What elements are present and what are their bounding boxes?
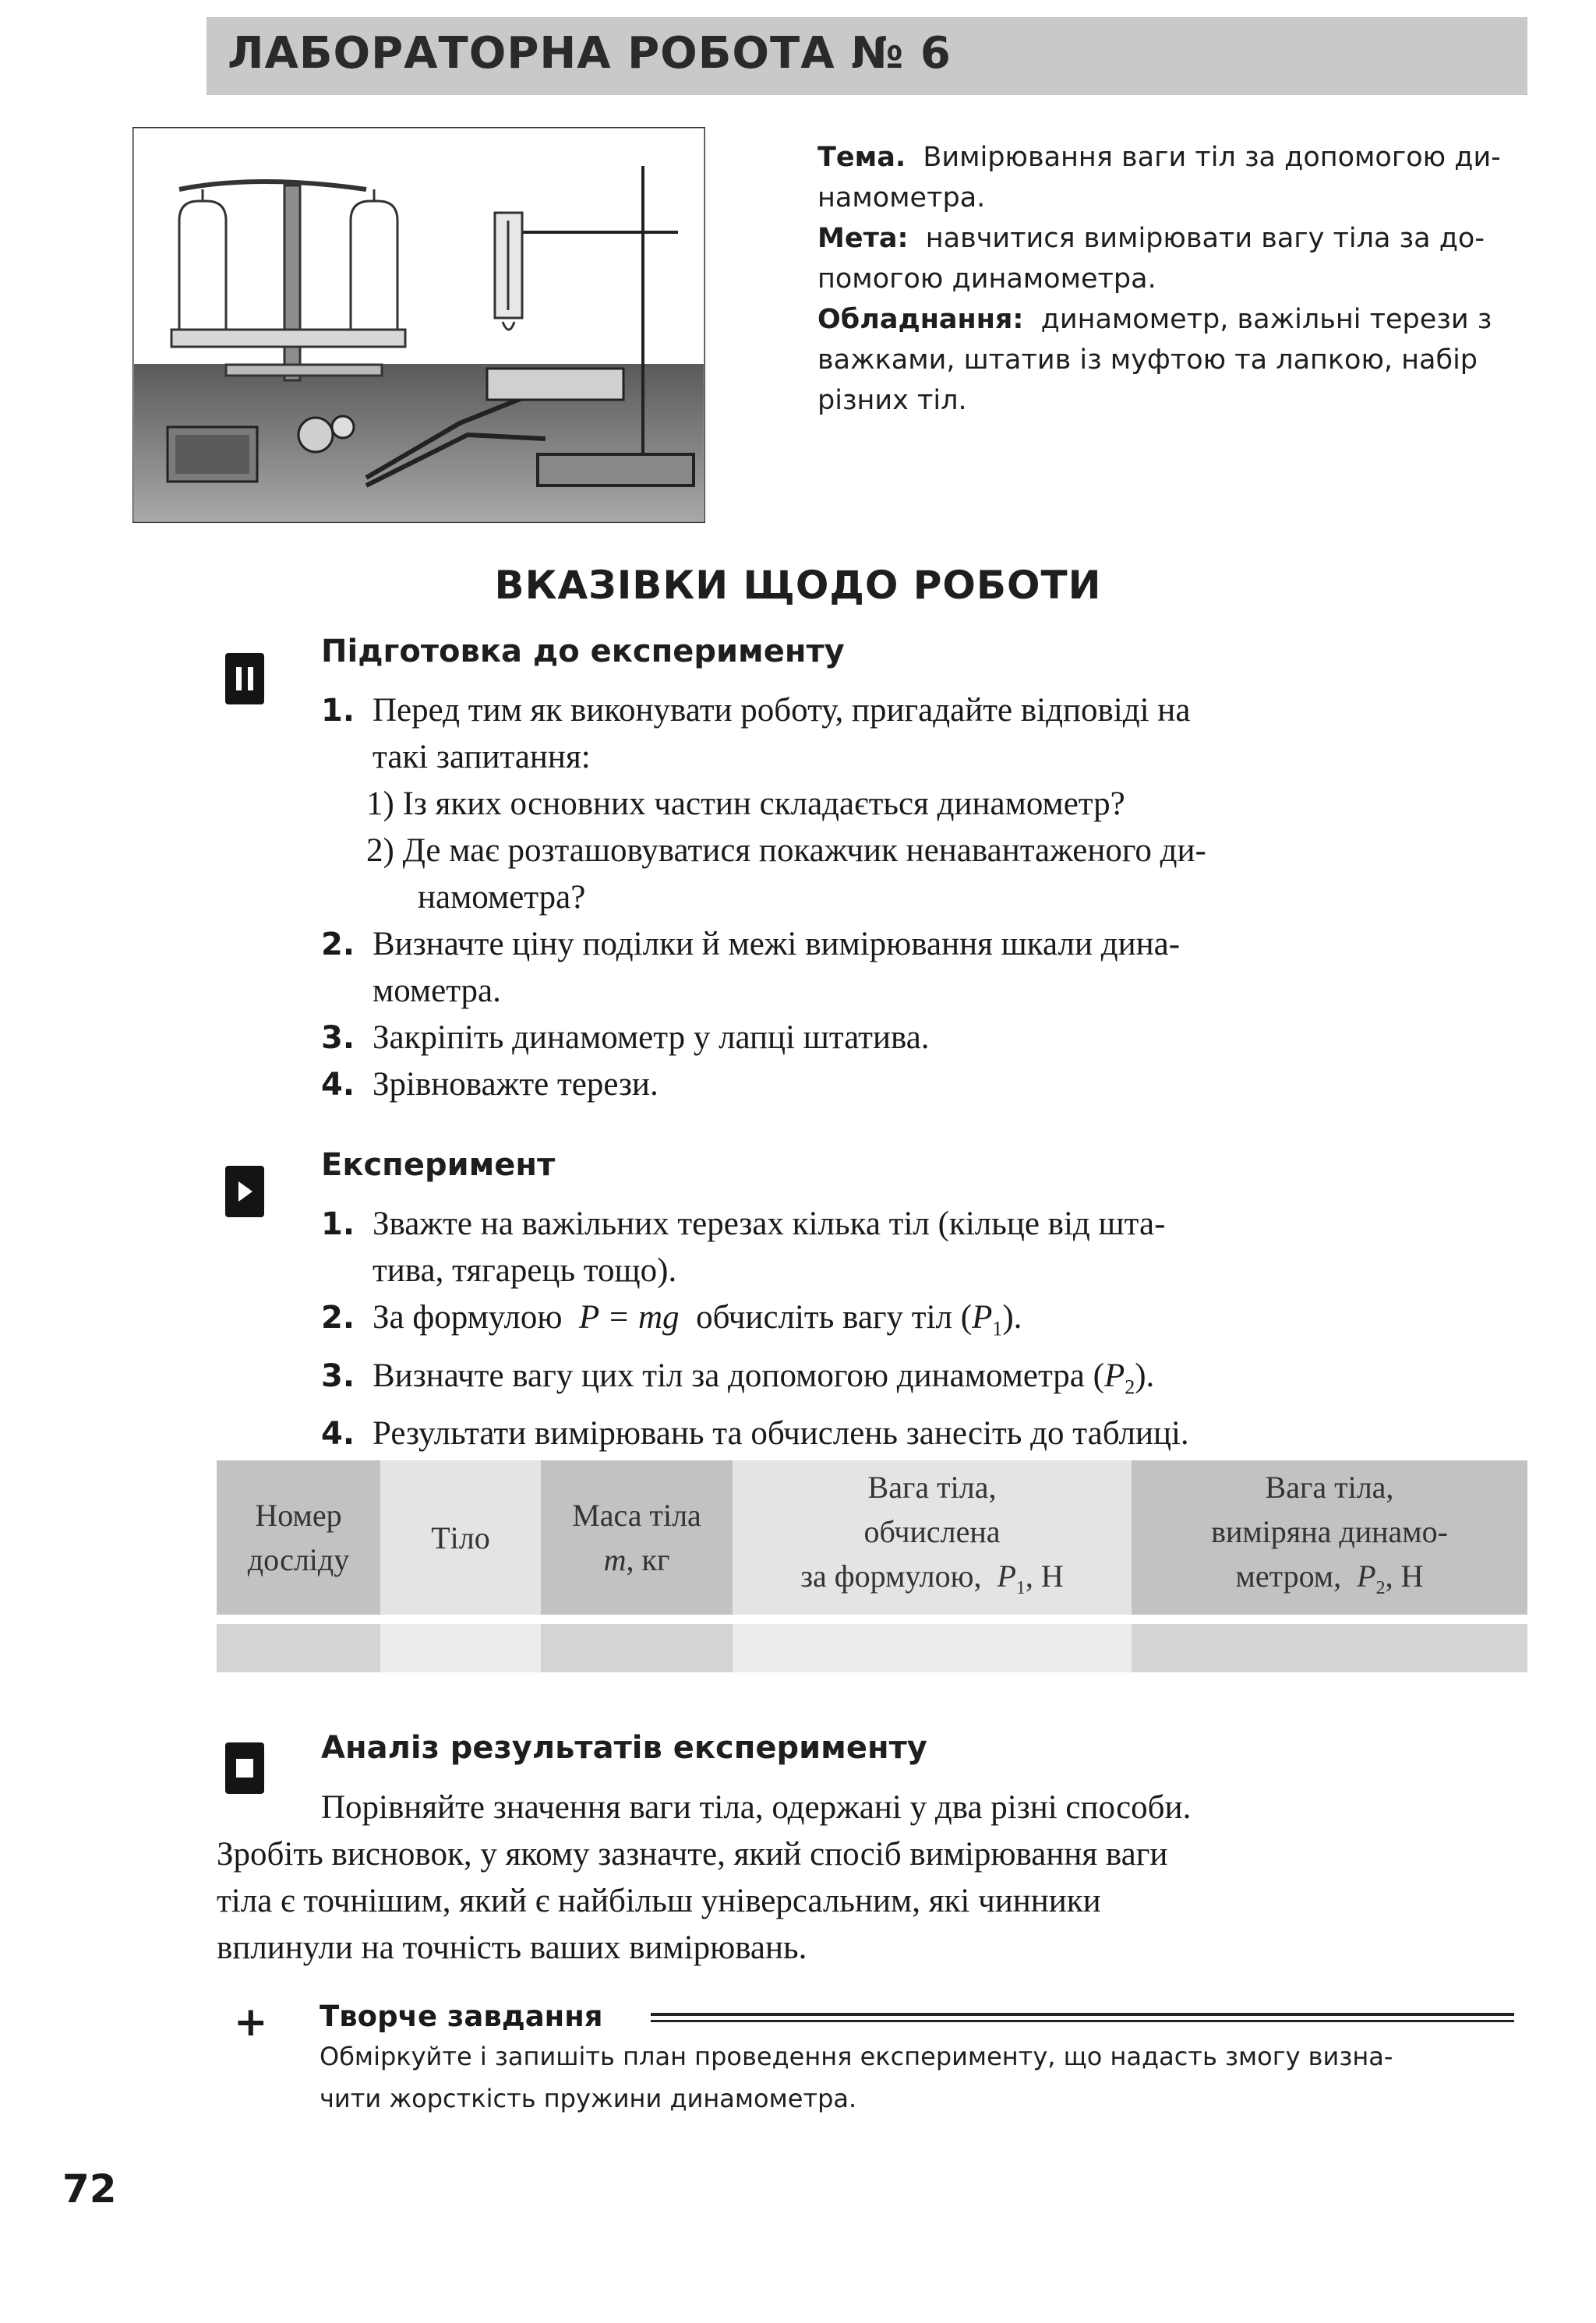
- plus-icon: +: [234, 1999, 268, 2046]
- table-cell: [733, 1624, 1132, 1672]
- analysis-text: [217, 1785, 1191, 1972]
- lab-title: ЛАБОРАТОРНА РОБОТА № 6: [228, 28, 952, 79]
- section-heading: ВКАЗІВКИ ЩОДО РОБОТИ: [494, 563, 1102, 608]
- equipment-line-2: важками, штатив із муфтою та лапкою, набір: [817, 344, 1478, 376]
- creative-rule-top: [651, 2013, 1514, 2016]
- exp-step-3: 3. Визначте вагу цих тіл за допомогою динамометра $(P_2)$.: [321, 1357, 1155, 1399]
- lab-equipment-illustration: [132, 127, 705, 523]
- table-cell: [541, 1624, 733, 1672]
- page-number: 72: [62, 2166, 117, 2212]
- equipment-line-3: різних тіл.: [817, 385, 967, 416]
- info-block: [817, 137, 1501, 421]
- table-cell: [380, 1624, 541, 1672]
- table-cell: [217, 1624, 380, 1672]
- prep-step-1-line-2: такі запитання:: [373, 739, 591, 775]
- exp-step-1-line-1: 1. Зважте на важільних терезах кілька тіл (кільце від шта-: [321, 1206, 1166, 1242]
- prep-question-2-line-1: 2) Де має розташовуватися покажчик ненавантаженого ди-: [366, 832, 1206, 869]
- prep-step-3: 3. Закріпіть динамометр у лапці штатива.: [321, 1019, 930, 1056]
- prep-step-2-line-2: мометра.: [373, 973, 501, 1009]
- table-header-body: Тіло: [380, 1460, 541, 1615]
- prep-question-2-line-2: намометра?: [418, 879, 586, 916]
- preparation-heading: Підготовка до експерименту: [321, 634, 845, 669]
- table-header-experiment-number: Номер досліду: [217, 1460, 380, 1615]
- table-header-weight-calculated: Вага тіла, обчислена за формулою, $P_1$, Н: [733, 1460, 1132, 1615]
- results-table: [217, 1460, 1527, 1672]
- dynamometer-shape: [495, 213, 522, 330]
- prep-step-2-line-1: 2. Визначте ціну поділки й межі вимірювання шкали дина-: [321, 926, 1181, 962]
- creative-heading: Творче завдання: [320, 2000, 603, 2033]
- goal-line-1: Мета: навчитися вимірювати вагу тіла за до-: [817, 223, 1485, 254]
- equipment-line-1: Обладнання: динамометр, важільні терези з: [817, 304, 1492, 335]
- prep-step-4: 4. Зрівноважте терези.: [321, 1066, 659, 1103]
- pause-icon: [225, 653, 264, 704]
- analysis-line-3: тіла є точнішим, який є найбільш універсальним, які чинники: [217, 1883, 1101, 1919]
- prep-step-1-line-1: 1. Перед тим як виконувати роботу, пригадайте відповіді на: [321, 692, 1191, 729]
- analysis-line-1: Порівняйте значення ваги тіла, одержані у два різні способи.: [321, 1789, 1192, 1826]
- analysis-line-4: вплинули на точність ваших вимірювань.: [217, 1929, 807, 1966]
- creative-line-1: Обміркуйте і запишіть план проведення експерименту, що надасть змогу визна-: [320, 2042, 1393, 2071]
- analysis-heading: Аналіз результатів експерименту: [321, 1730, 927, 1766]
- formula: P = mg: [579, 1299, 680, 1336]
- analysis-line-2: Зробіть висновок, у якому зазначте, який спосіб вимірювання ваги: [217, 1836, 1168, 1873]
- exp-step-2: 2. За формулою P = mg обчисліть вагу тіл $(P_1)$.: [321, 1299, 1022, 1340]
- table-header-weight-measured: Вага тіла, виміряна динамо- метром, $P_2$, Н: [1132, 1460, 1527, 1615]
- preparation-steps: [321, 687, 1206, 1108]
- topic-line-1: Тема. Вимірювання ваги тіл за допомогою ди-: [817, 142, 1501, 173]
- play-icon: [225, 1166, 264, 1217]
- experiment-steps: [321, 1201, 1189, 1457]
- experiment-heading: Експеримент: [321, 1147, 556, 1183]
- exp-step-1-line-2: тива, тягарець тощо).: [373, 1252, 677, 1289]
- creative-text: [320, 2035, 1393, 2120]
- table-header-mass: Маса тіла m, кг: [541, 1460, 733, 1615]
- creative-rule-bottom: [651, 2020, 1514, 2022]
- topic-line-2: намометра.: [817, 182, 986, 214]
- creative-line-2: чити жорсткість пружини динамометра.: [320, 2084, 857, 2113]
- prep-question-1: 1) Із яких основних частин складається динамометр?: [366, 786, 1125, 822]
- goal-line-2: помогою динамометра.: [817, 263, 1156, 295]
- exp-step-4: 4. Результати вимірювань та обчислень занесіть до таблиці.: [321, 1415, 1189, 1453]
- table-cell: [1132, 1624, 1527, 1672]
